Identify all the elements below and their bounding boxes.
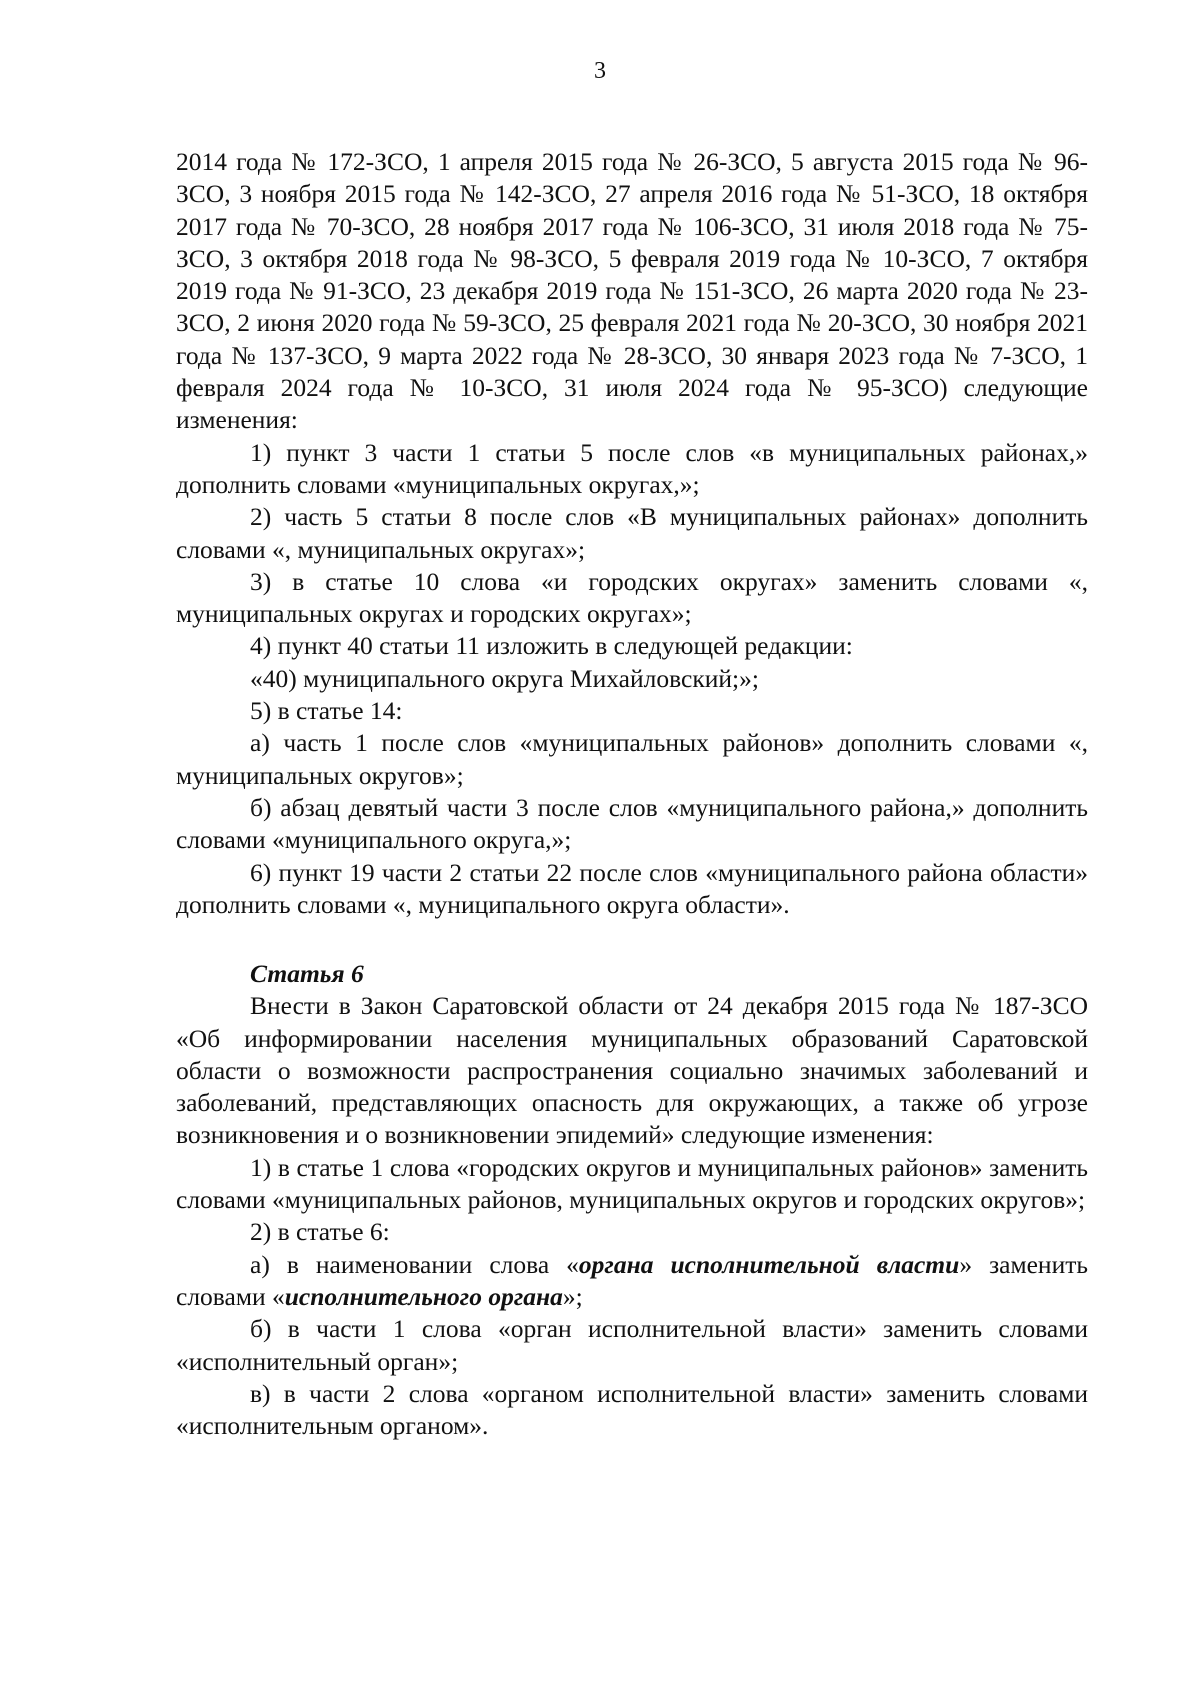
item-text: а) в наименовании слова «	[250, 1249, 579, 1279]
list-item: 1) пункт 3 части 1 статьи 5 после слов «в муниципальных районах,» дополнить словами «муниципальных округах,»;	[176, 437, 1088, 499]
list-item: 6) пункт 19 части 2 статьи 22 после слов «муниципального района области» дополнить словами «, муниципального округа области».	[176, 857, 1088, 919]
page-number: 3	[594, 58, 606, 84]
article-heading: Статья 6	[250, 959, 364, 988]
list-item: 2) в статье 6:	[250, 1217, 390, 1247]
list-item: 2) часть 5 статьи 8 после слов «В муниципальных районах» дополнить словами «, муниципальных округах»;	[176, 502, 1088, 564]
list-item: 4) пункт 40 статьи 11 изложить в следующей редакции:	[250, 631, 853, 661]
list-item: а) часть 1 после слов «муниципальных районов» дополнить словами «, муниципальных округов»;	[176, 728, 1088, 790]
emphasized-text: исполнительного органа	[284, 1281, 563, 1311]
article-intro: Внести в Закон Саратовской области от 24 декабря 2015 года № 187-ЗСО «Об информировании населения муниципальных образований Саратовской области о возможности распространения социально значимых заболеваний и заболеваний, представляющих опасность для окружающих, а также об угрозе возникновения и о возникновении эпидемий» следующие изменения:	[176, 991, 1088, 1150]
list-item: б) в части 1 слова «орган исполнительной власти» заменить словами «исполнительный орган»;	[176, 1314, 1088, 1376]
list-item: 3) в статье 10 слова «и городских округах» заменить словами «, муниципальных округах и городских округах»;	[176, 566, 1088, 629]
item-text: »;	[562, 1281, 583, 1311]
list-item: в) в части 2 слова «органом исполнительной власти» заменить словами «исполнительным органом».	[176, 1378, 1088, 1441]
list-item: «40) муниципального округа Михайловский;»;	[250, 663, 759, 693]
list-item: 5) в статье 14:	[250, 696, 403, 726]
item-text: » заменить словами «	[176, 1249, 1088, 1311]
list-item: 1) в статье 1 слова «городских округов и муниципальных районов» заменить словами «муниципальных районов, муниципальных округов и городских округов»;	[176, 1152, 1088, 1215]
amendments-intro: 2014 года № 172-ЗСО, 1 апреля 2015 года № 26-ЗСО, 5 августа 2015 года № 96-ЗСО, 3 ноября 2015 года № 142-ЗСО, 27 апреля 2016 года № 51-ЗСО, 18 октября 2017 года № 70-ЗСО, 28 ноября 2017 года № 106-ЗСО, 31 июля 2018 года № 75-ЗСО, 3 октября 2018 года № 98-ЗСО, 5 февраля 2019 года № 10-ЗСО, 7 октября 2019 года № 91-ЗСО, 23 декабря 2019 года № 151-ЗСО, 26 марта 2020 года № 23-ЗСО, 2 июня 2020 года № 59-ЗСО, 25 февраля 2021 года № 20-ЗСО, 30 ноября 2021 года № 137-ЗСО, 9 марта 2022 года № 28-ЗСО, 30 января 2023 года № 7-ЗСО, 1 февраля 2024 года № 10-ЗСО, 31 июля 2024 года № 95-ЗСО) следующие изменения:	[176, 147, 1088, 435]
emphasized-text: органа исполнительной власти	[578, 1249, 960, 1279]
list-item: б) абзац девятый части 3 после слов «муниципального района,» дополнить словами «муниципального округа,»;	[176, 792, 1088, 855]
article-6	[176, 958, 1088, 1442]
article5-continuation	[176, 146, 1088, 921]
list-item	[176, 1249, 1088, 1314]
